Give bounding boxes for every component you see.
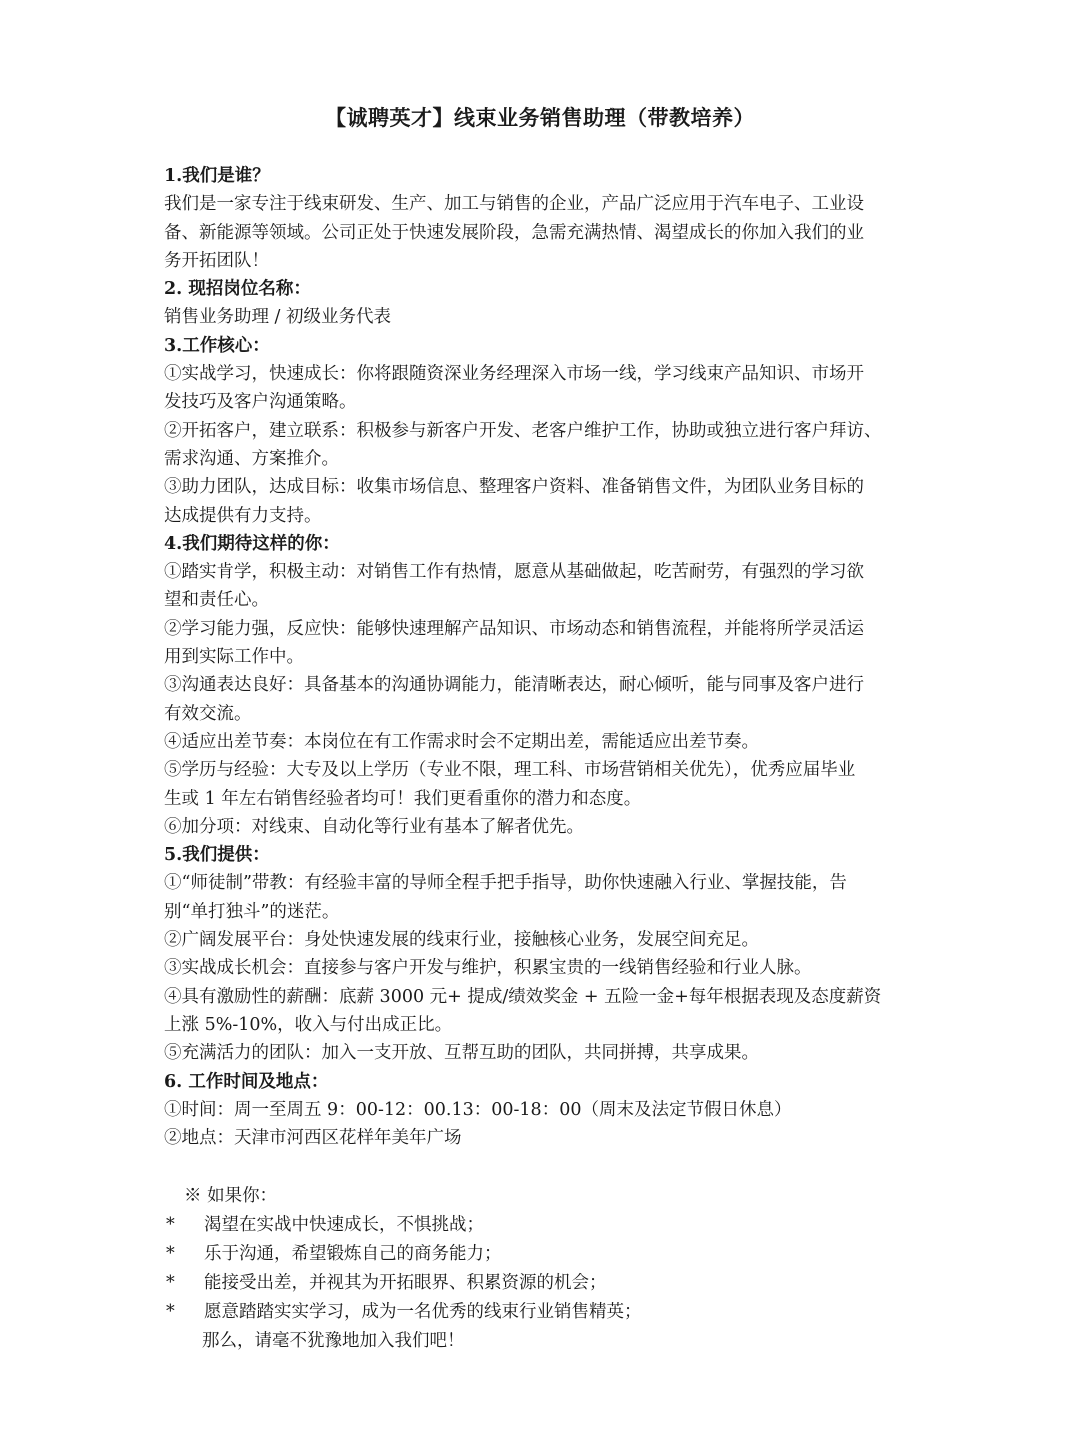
body-text-line: 别“单打独斗”的迷茫。: [164, 901, 340, 922]
closing-final: 那么，请毫不犹豫地加入我们吧！: [202, 1331, 465, 1351]
body-text-line: 销售业务助理 / 初级业务代表: [164, 307, 392, 328]
body-text-line: ③助力团队，达成目标：收集市场信息、整理客户资料、准备销售文件，为团队业务目标的: [164, 477, 864, 498]
section-heading: 3.工作核心：: [164, 335, 270, 356]
bullet-text: 能接受出差，并视其为开拓眼界、积累资源的机会；: [204, 1273, 607, 1293]
body-text-line: ⑤充满活力的团队：加入一支开放、互帮互助的团队，共同拼搏，共享成果。: [164, 1043, 759, 1064]
bullet-mark: *: [166, 1215, 175, 1235]
body-text-line: ⑤学历与经验：大专及以上学历（专业不限，理工科、市场营销相关优先），优秀应届毕业: [164, 760, 856, 781]
bullet-mark: *: [166, 1273, 175, 1293]
body-text-line: ②地点：天津市河西区花样年美年广场: [164, 1128, 462, 1149]
body-text-line: ③实战成长机会：直接参与客户开发与维护，积累宝贵的一线销售经验和行业人脉。: [164, 958, 812, 979]
body-text-line: 上涨 5%-10%，收入与付出成正比。: [164, 1014, 453, 1035]
body-text-line: 望和责任心。: [164, 590, 269, 611]
body-text-line: 达成提供有力支持。: [164, 505, 322, 526]
document-body: [164, 162, 924, 1152]
body-text-line: 需求沟通、方案推介。: [164, 448, 339, 469]
body-text-line: 生或 1 年左右销售经验者均可！我们更看重你的潜力和态度。: [164, 788, 642, 809]
closing-section: [164, 1182, 924, 1356]
closing-bullet-item: [164, 1298, 924, 1327]
bullet-text: 愿意踏踏实实学习，成为一名优秀的线束行业销售精英；: [204, 1302, 642, 1322]
body-text-line: ④适应出差节奏：本岗位在有工作需求时会不定期出差，需能适应出差节奏。: [164, 731, 759, 752]
body-text-line: ②学习能力强，反应快：能够快速理解产品知识、市场动态和销售流程，并能将所学灵活运: [164, 618, 864, 639]
bullet-text: 乐于沟通，希望锻炼自己的商务能力；: [204, 1244, 502, 1264]
body-text-line: 我们是一家专注于线束研发、生产、加工与销售的企业，产品广泛应用于汽车电子、工业设: [164, 194, 864, 215]
closing-intro: ※ 如果你：: [184, 1186, 278, 1206]
closing-bullet-item: [164, 1211, 924, 1240]
body-text-line: 务开拓团队！: [164, 250, 269, 271]
body-text-line: ④具有激励性的薪酬：底薪 3000 元+ 提成/绩效奖金 + 五险一金+每年根据表现及态度薪资: [164, 986, 882, 1007]
bullet-text: 渴望在实战中快速成长，不惧挑战；: [204, 1215, 484, 1235]
closing-bullet-item: [164, 1240, 924, 1269]
body-text-line: ⑥加分项：对线束、自动化等行业有基本了解者优先。: [164, 816, 584, 837]
body-text-line: 用到实际工作中。: [164, 647, 304, 668]
body-text-line: ①实战学习，快速成长：你将跟随资深业务经理深入市场一线，学习线束产品知识、市场开: [164, 364, 864, 385]
section-heading: 2. 现招岗位名称：: [164, 279, 311, 300]
body-text-line: 有效交流。: [164, 703, 252, 724]
section-heading: 1.我们是谁？: [164, 166, 270, 186]
bullet-mark: *: [166, 1244, 175, 1264]
section-heading: 5.我们提供：: [164, 845, 270, 866]
section-heading: 4.我们期待这样的你：: [164, 533, 340, 554]
body-text-line: 备、新能源等领域。公司正处于快速发展阶段，急需充满热情、渴望成长的你加入我们的业: [164, 222, 864, 243]
body-text-line: 发技巧及客户沟通策略。: [164, 392, 357, 413]
closing-bullet-list: [164, 1211, 924, 1327]
body-text-line: ②广阔发展平台：身处快速发展的线束行业，接触核心业务，发展空间充足。: [164, 930, 759, 951]
body-text-line: ③沟通表达良好：具备基本的沟通协调能力，能清晰表达，耐心倾听，能与同事及客户进行: [164, 675, 864, 696]
body-text-line: ①时间：周一至周五 9：00-12：00.13：00-18：00（周末及法定节假日休息）: [164, 1099, 792, 1120]
closing-bullet-item: [164, 1269, 924, 1298]
section-heading: 6. 工作时间及地点：: [164, 1071, 329, 1092]
bullet-mark: *: [166, 1302, 175, 1322]
body-text-line: ①踏实肯学，积极主动：对销售工作有热情，愿意从基础做起，吃苦耐劳，有强烈的学习欲: [164, 562, 864, 583]
body-text-line: ②开拓客户，建立联系：积极参与新客户开发、老客户维护工作，协助或独立进行客户拜访、: [164, 420, 882, 441]
page-title: 【诚聘英才】线束业务销售助理（带教培养）: [325, 105, 755, 130]
body-text-line: ①“师徒制”带教：有经验丰富的导师全程手把手指导，助你快速融入行业、掌握技能，告: [164, 873, 847, 894]
